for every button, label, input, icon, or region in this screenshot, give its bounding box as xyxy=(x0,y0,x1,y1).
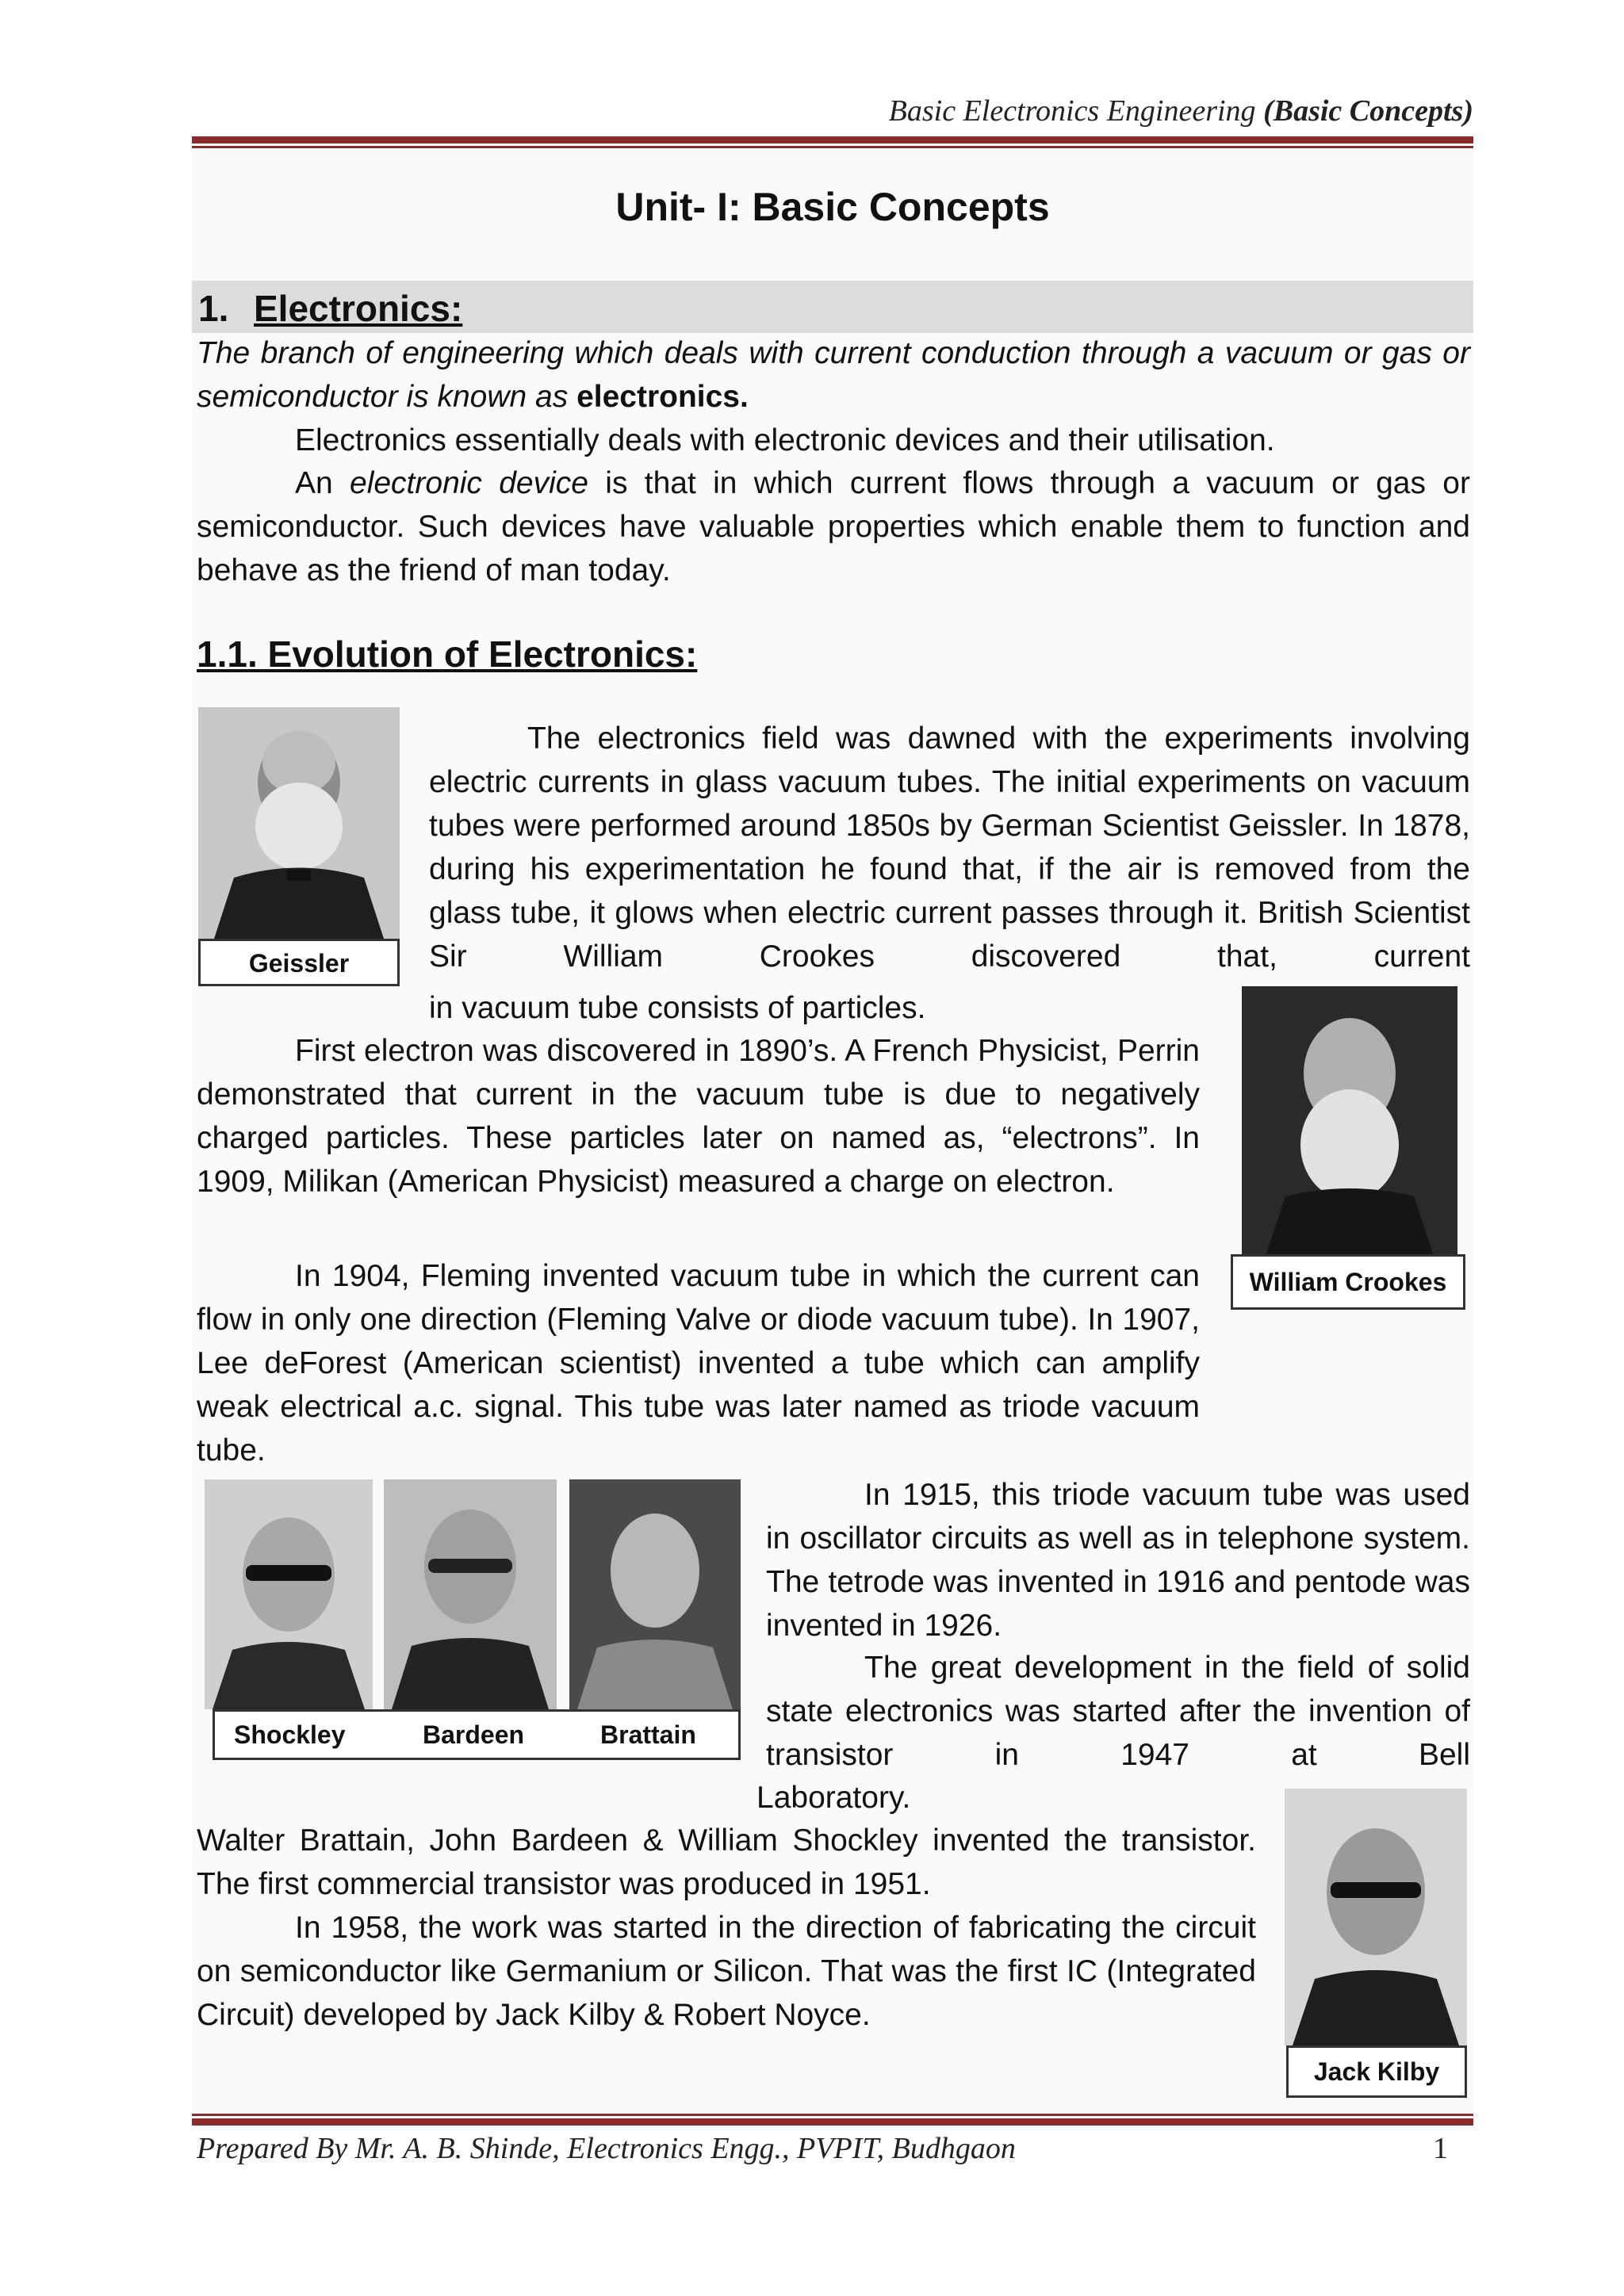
brattain-portrait-image xyxy=(569,1479,741,1709)
bardeen-portrait-image xyxy=(384,1479,557,1709)
para2-italic: electronic device xyxy=(350,466,588,500)
para-ic-text: In 1958, the work was started in the direction of fabricating the circuit on semiconductor like Germanium or Silicon. That was the first IC (Integrated Circuit) developed by Jack Kilby & Robert Noyce. xyxy=(197,1911,1256,2032)
paragraph-fleming xyxy=(197,1254,1200,1472)
header-course: Basic Electronics Engineering xyxy=(888,94,1256,128)
footer-text: Prepared By Mr. A. B. Shinde, Electronics Engg., PVPIT, Budhgaon xyxy=(197,2132,1016,2165)
page-number: 1 xyxy=(1433,2132,1448,2165)
shockley-photo xyxy=(205,1479,373,1709)
definition-term: electronics. xyxy=(576,380,749,414)
caption-shockley: Shockley xyxy=(234,1720,346,1749)
para2-start: An xyxy=(295,466,333,500)
page-title: Unit- I: Basic Concepts xyxy=(615,185,1050,229)
kilby-portrait-image xyxy=(1285,1789,1467,2045)
caption-kilby: Jack Kilby xyxy=(1286,2045,1467,2098)
geissler-portrait-image xyxy=(198,707,400,939)
paragraph-solid-state-cont: Laboratory. xyxy=(756,1781,911,1815)
running-header xyxy=(889,94,1473,128)
caption-crookes: William Crookes xyxy=(1231,1254,1465,1310)
para2-rest: is that in which current flows through a vacuum or gas or semiconductor. Such devices have valuable properties which enable them to function and behave as the friend of man today. xyxy=(197,466,1470,587)
crookes-portrait-image xyxy=(1242,986,1457,1256)
definition-text: The branch of engineering which deals with current conduction through a vacuum or gas or semiconductor is known as xyxy=(197,336,1470,414)
header-rule xyxy=(192,136,1473,144)
bardeen-photo xyxy=(384,1479,557,1709)
caption-brattain: Brattain xyxy=(600,1720,696,1749)
paragraph-transistor: Walter Brattain, John Bardeen & William Shockley invented the transistor. The first commercial transistor was produced in 1951. xyxy=(197,1823,1256,1901)
paragraph-geissler-cont: in vacuum tube consists of particles. xyxy=(429,991,926,1025)
crookes-photo xyxy=(1242,986,1457,1256)
para-fleming-text: In 1904, Fleming invented vacuum tube in which the current can flow in only one direction (Fleming Valve or diode vacuum tube). In 1907, Lee deForest (American scientist) invented a tube which can amplify weak electrical a.c. signal. This tube was later named as triode vacuum tube. xyxy=(197,1259,1200,1468)
header-rule-thin xyxy=(192,146,1473,148)
paragraph-solid-state: The great development in the field of solid state electronics was started after the invention of transistor in 1947 at Bell xyxy=(766,1651,1470,1772)
subsection-title: 1.1. Evolution of Electronics: xyxy=(197,633,698,675)
geissler-photo xyxy=(198,707,400,939)
paragraph-electron xyxy=(197,1029,1200,1203)
footer-rule-thin xyxy=(192,2114,1473,2116)
header-topic: (Basic Concepts) xyxy=(1263,94,1473,128)
paragraph-ic xyxy=(197,1906,1256,2037)
kilby-photo xyxy=(1285,1789,1467,2045)
section-number: 1. xyxy=(198,288,229,329)
definition-paragraph xyxy=(197,331,1470,419)
paragraph-geissler: The electronics field was dawned with the experiments involving electric currents in glass vacuum tubes. The initial experiments on vacuum tubes were performed around 1850s by German Scientist Geissler. In 1878, during his experimentation he found that, if the air is removed from the glass tube, it glows when electric current passes through it. British Scientist Sir William Crookes discovered that, current xyxy=(429,721,1470,974)
section-title: Electronics: xyxy=(254,288,463,329)
paragraph-triode: In 1915, this triode vacuum tube was used in oscillator circuits as well as in telephone system. The tetrode was invented in 1916 and pentode was invented in 1926. xyxy=(766,1478,1470,1643)
caption-transistor-inventors xyxy=(213,1709,741,1760)
caption-bardeen: Bardeen xyxy=(423,1720,525,1749)
caption-geissler: Geissler xyxy=(198,939,400,986)
paragraph-devices: Electronics essentially deals with electronic devices and their utilisation. xyxy=(295,423,1275,457)
shockley-portrait-image xyxy=(205,1479,373,1709)
footer-rule xyxy=(192,2118,1473,2126)
paragraph-electronic-device xyxy=(197,461,1470,592)
brattain-photo xyxy=(569,1479,741,1709)
para-electron-text: First electron was discovered in 1890’s. A French Physicist, Perrin demonstrated that current in the vacuum tube is due to negatively charged particles. These particles later on named as, “electrons”. In 1909, Milikan (American Physicist) measured a charge on electron. xyxy=(197,1034,1200,1199)
